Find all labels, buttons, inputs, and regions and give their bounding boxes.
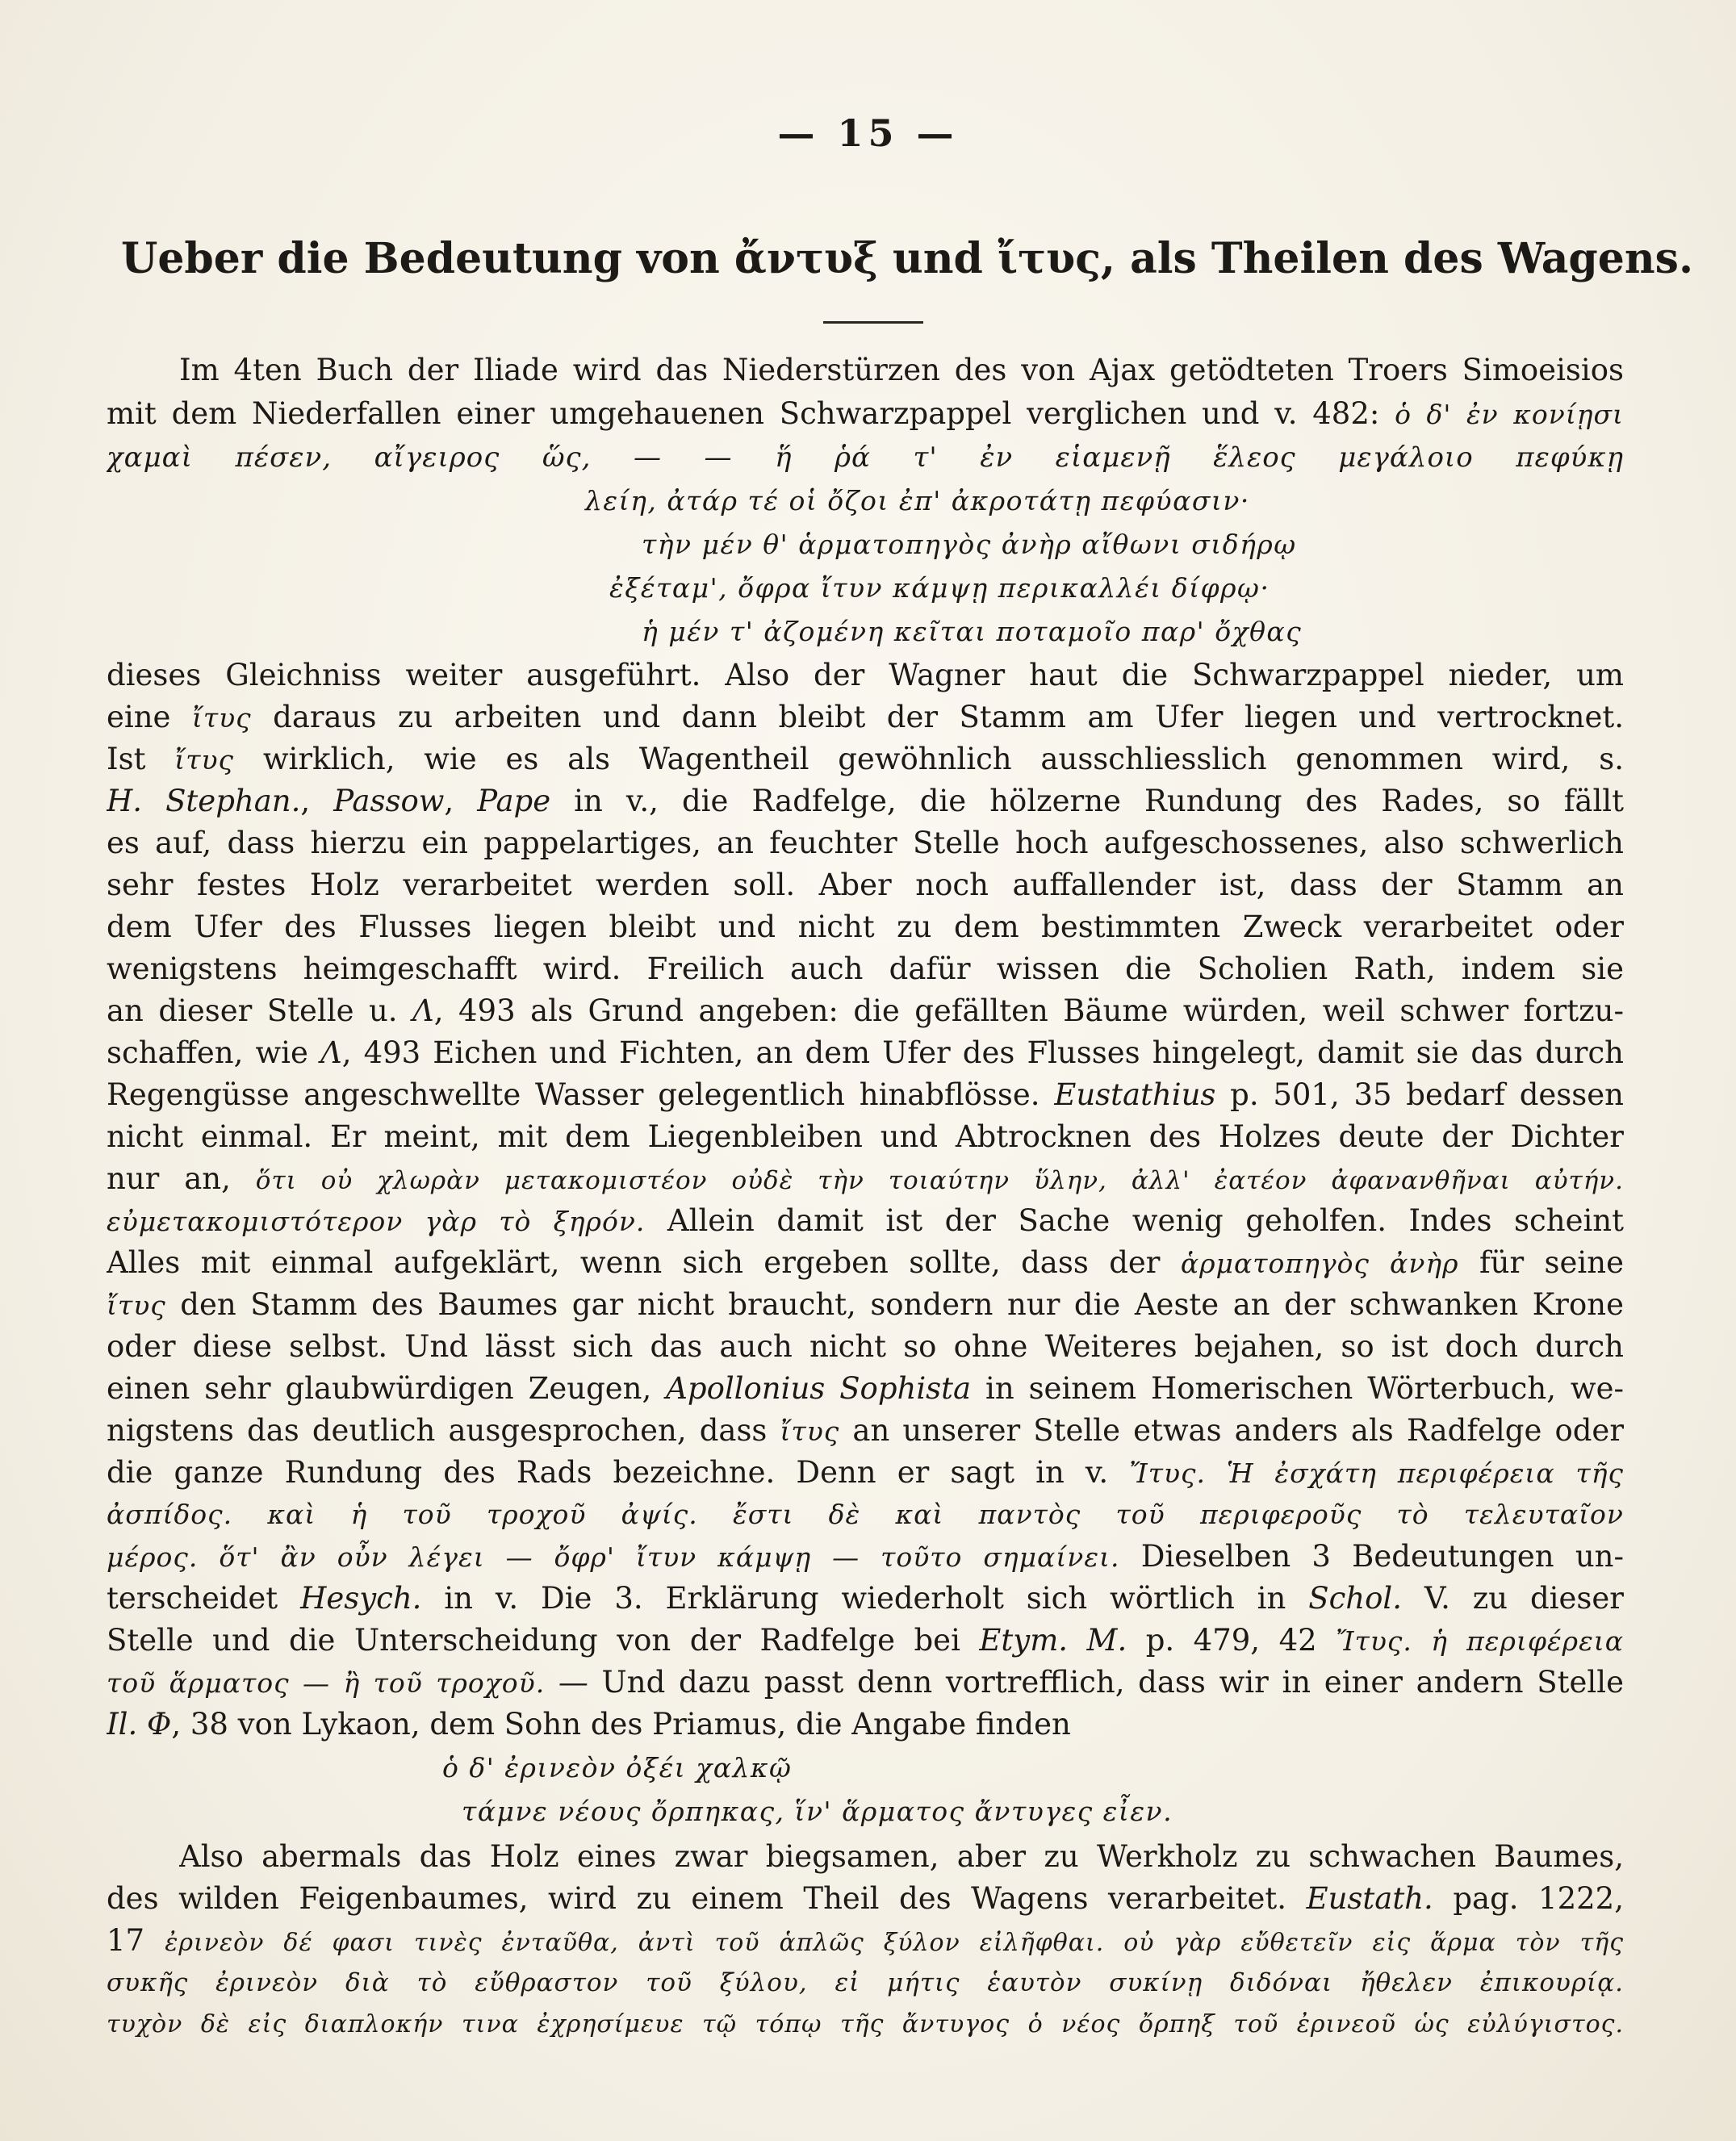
text-line <box>107 1244 1624 1282</box>
text-line <box>107 1705 1624 1744</box>
citation: Passow <box>333 784 445 818</box>
text-run: p. 479, 42 <box>1127 1623 1337 1658</box>
text-line <box>107 1579 1624 1618</box>
citation: Hesych. <box>300 1581 422 1616</box>
text-run: nigstens das deutlich ausgesprochen, dass <box>107 1413 780 1448</box>
text-run: Alles mit einmal aufgeklärt, wenn sich ergeben sollte, dass der <box>107 1245 1181 1280</box>
text-line <box>107 1202 1624 1240</box>
greek-run: ἴτυς <box>174 744 235 776</box>
text-run: , <box>444 784 478 818</box>
text-run: daraus zu arbeiten und dann bleibt der Stamm am Ufer liegen und vertrocknet. <box>251 700 1624 734</box>
verse-line: ἡ μέν τ' ἀζομένη κεῖται ποταμοῖο παρ' ὄχθας <box>642 616 1303 647</box>
text-run: es auf, dass hierzu ein pappelartiges, an feuchter Stelle hoch aufgeschossenes, also schwerlich <box>107 826 1624 860</box>
text-run: die ganze Rundung des Rads bezeichne. Denn er sagt in v. <box>107 1455 1130 1490</box>
text-line <box>107 1921 1624 1960</box>
greek-run: Ἴτυς. Ἡ ἐσχάτη περιφέρεια τῆς <box>1129 1457 1624 1489</box>
citation: Λ <box>320 1035 342 1070</box>
greek-run: χαμαὶ πέσεν, αἴγειρος ὥς, — — ἥ ῥά τ' ἐν εἱαμενῇ ἕλεος μεγάλοιο πεφύκῃ <box>107 441 1624 474</box>
text-line <box>107 908 1624 947</box>
text-line <box>107 1286 1624 1324</box>
greek-run: ἴτυς <box>191 702 252 734</box>
text-line <box>107 2005 1624 2044</box>
page-title: Ueber die Bedeutung von ἄντυξ und ἴτυς, als Theilen des Wagens. <box>121 234 1694 283</box>
text-run: 17 <box>107 1923 165 1958</box>
greek-run: τυχὸν δὲ εἰς διαπλοκήν τινα ἐχρησίμευε τῷ τόπῳ τῆς ἄντυγος ὁ νέος ὄρπηξ τοῦ ἐρινεοῦ ὡς εὐλύγιστος. <box>107 2010 1624 2039</box>
text-run: Also abermals das Holz eines zwar biegsamen, aber zu Werkholz zu schwachen Baumes, <box>179 1839 1624 1874</box>
text-line <box>107 1880 1624 1918</box>
text-line <box>107 1495 1624 1534</box>
text-line <box>107 950 1624 989</box>
text-run: Regengüsse angeschwellte Wasser gelegentlich hinabflösse. <box>107 1077 1055 1112</box>
text-run: , 38 von Lykaon, dem Sohn des Priamus, die Angabe finden <box>171 1707 1071 1742</box>
text-run: an dieser Stelle u. <box>107 993 413 1028</box>
text-line <box>107 395 1624 433</box>
text-run: in v. Die 3. Erklärung wiederholt sich wörtlich in <box>421 1581 1309 1616</box>
text-run: Ist <box>107 742 175 776</box>
text-line <box>107 438 1624 477</box>
text-run: an unserer Stelle etwas anders als Radfelge oder <box>839 1413 1624 1448</box>
text-run: Allein damit ist der Sache wenig geholfen. Indes scheint <box>645 1203 1624 1238</box>
text-line <box>107 1537 1624 1576</box>
text-run: nur an, <box>107 1161 256 1196</box>
citation: Λ <box>412 993 434 1028</box>
text-run: Dieselben 3 Bedeutungen un- <box>1119 1539 1624 1574</box>
verse-line: ὁ δ' ἐρινεὸν ὀξέι χαλκῷ <box>442 1752 793 1783</box>
citation: Pape <box>477 784 551 818</box>
text-line <box>107 866 1624 905</box>
greek-run: ἁρματοπηγὸς ἀνὴρ <box>1180 1248 1459 1279</box>
text-run: einen sehr glaubwürdigen Zeugen, <box>107 1371 667 1406</box>
text-line <box>107 992 1624 1031</box>
text-run: terscheidet <box>107 1581 301 1616</box>
text-line <box>107 1621 1624 1660</box>
text-run: für seine <box>1458 1245 1624 1280</box>
text-run: V. zu dieser <box>1402 1581 1624 1616</box>
citation: H. Stephan. <box>107 784 301 818</box>
text-line <box>179 351 1624 390</box>
text-run: pag. 1222, <box>1433 1881 1624 1916</box>
text-line <box>107 1453 1624 1492</box>
greek-run: ἴτυς <box>107 1290 166 1321</box>
verse-line: λείη, ἀτάρ τέ οἱ ὄζοι ἐπ' ἀκροτάτῃ πεφύασιν· <box>585 485 1250 516</box>
text-line <box>107 1034 1624 1073</box>
text-line <box>107 1118 1624 1156</box>
text-run: in seinem Homerischen Wörterbuch, we- <box>971 1371 1624 1406</box>
verse-line: ἐξέταμ', ὄφρα ἴτυν κάμψῃ περικαλλέι δίφρῳ· <box>609 572 1270 604</box>
citation: Eustath. <box>1306 1881 1433 1916</box>
text-run: wirklich, wie es als Wagentheil gewöhnlich ausschliesslich genommen wird, s. <box>234 742 1624 776</box>
text-line <box>107 1963 1624 2002</box>
greek-run: ὅτι οὐ χλωρὰν μετακομιστέον οὐδὲ τὴν τοιαύτην ὕλην, ἀλλ' ἐατέον ἀφανανθῆναι αὐτήν. <box>255 1166 1624 1195</box>
greek-run: ἐρινεὸν δέ φασι τινὲς ἐνταῦθα, ἀντὶ τοῦ ἁπλῶς ξύλον εἰλῆφθαι. οὐ γὰρ εὔθετεῖν εἰς ἅρμα τὸν τῆς <box>165 1929 1624 1957</box>
text-run: dem Ufer des Flusses liegen bleibt und nicht zu dem bestimmten Zweck verarbeitet oder <box>107 910 1624 944</box>
greek-run: ἴτυς <box>780 1415 840 1447</box>
text-run: wenigstens heimgeschafft wird. Freilich auch dafür wissen die Scholien Rath, indem sie <box>107 951 1624 986</box>
greek-run: εὐμετακομιστότερον γὰρ τὸ ξηρόν. <box>107 1206 646 1237</box>
text-run: — Und dazu passt denn vortrefflich, dass wir in einer andern Stelle <box>545 1665 1624 1700</box>
greek-run: Ἴτυς. ἡ περιφέρεια <box>1336 1625 1624 1657</box>
page-number: — 15 — <box>777 111 959 155</box>
greek-run: μέρος. ὅτ' ἂν οὖν λέγει — ὄφρ' ἴτυν κάμψῃ — τοῦτο σημαίνει. <box>107 1541 1120 1573</box>
text-run: oder diese selbst. Und lässt sich das auch nicht so ohne Weiteres bejahen, so ist doch durch <box>107 1329 1624 1364</box>
text-line <box>107 740 1624 779</box>
text-run: den Stamm des Baumes gar nicht braucht, sondern nur die Aeste an der schwanken Krone <box>165 1287 1624 1322</box>
text-line <box>107 782 1624 821</box>
text-line <box>107 698 1624 737</box>
text-run: des wilden Feigenbaumes, wird zu einem Theil des Wagens verarbeitet. <box>107 1881 1307 1916</box>
greek-run: ὁ δ' ἐν κονίῃσι <box>1395 399 1624 430</box>
citation: Apollonius Sophista <box>666 1371 972 1406</box>
text-line <box>107 1369 1624 1408</box>
text-line <box>107 824 1624 863</box>
citation: Il. Φ <box>107 1707 172 1742</box>
text-run: mit dem Niederfallen einer umgehauenen Schwarzpappel verglichen und v. 482: <box>107 396 1395 431</box>
text-run: , 493 Eichen und Fichten, an dem Ufer des Flusses hingelegt, damit sie das durch <box>341 1035 1624 1070</box>
citation: Schol. <box>1308 1581 1402 1616</box>
text-run: nicht einmal. Er meint, mit dem Liegenbleiben und Abtrocknen des Holzes deute der Dichter <box>107 1119 1624 1154</box>
text-line <box>107 1160 1624 1198</box>
text-run: Stelle und die Unterscheidung von der Radfelge bei <box>107 1623 980 1658</box>
text-run: dieses Gleichniss weiter ausgeführt. Also der Wagner haut die Schwarzpappel nieder, um <box>107 658 1624 692</box>
text-run: p. 501, 35 bedarf dessen <box>1215 1077 1624 1112</box>
greek-run: συκῆς ἐρινεὸν διὰ τὸ εὔθραστον τοῦ ξύλου, εἰ μήτις ἑαυτὸν συκίνῃ διδόναι ἤθελεν ἐπικουρίᾳ. <box>107 1968 1624 1997</box>
text-line <box>107 1411 1624 1450</box>
text-line <box>107 1076 1624 1114</box>
text-line <box>107 1328 1624 1366</box>
citation: Eustathius <box>1054 1077 1216 1112</box>
citation: Etym. M. <box>979 1623 1127 1658</box>
greek-run: ἀσπίδος. καὶ ἡ τοῦ τροχοῦ ἀψίς. ἔστι δὲ καὶ παντὸς τοῦ περιφεροῦς τὸ τελευταῖον <box>107 1499 1624 1530</box>
text-line <box>179 1838 1624 1876</box>
text-run: schaffen, wie <box>107 1035 320 1070</box>
title-rule <box>823 321 923 324</box>
text-line <box>107 1663 1624 1702</box>
text-run: sehr festes Holz verarbeitet werden soll. Aber noch auffallender ist, dass der Stamm an <box>107 868 1624 902</box>
text-run: , 493 als Grund angeben: die gefällten Bäume würden, weil schwer fortzu- <box>433 993 1624 1028</box>
text-run: eine <box>107 700 192 734</box>
verse-line: τὴν μέν θ' ἁρματοπηγὸς ἀνὴρ αἴθωνι σιδήρῳ <box>642 529 1297 560</box>
verse-line: τάμνε νέους ὄρπηκας, ἵν' ἅρματος ἄντυγες εἶεν. <box>462 1796 1173 1827</box>
text-run: , <box>300 784 334 818</box>
text-line <box>107 656 1624 695</box>
text-run: Im 4ten Buch der Iliade wird das Niederstürzen des von Ajax getödteten Troers Simoeisios <box>179 353 1624 387</box>
greek-run: τοῦ ἅρματος — ἢ τοῦ τροχοῦ. <box>107 1667 546 1699</box>
text-run: in v., die Radfelge, die hölzerne Rundung des Rades, so fällt <box>550 784 1624 818</box>
